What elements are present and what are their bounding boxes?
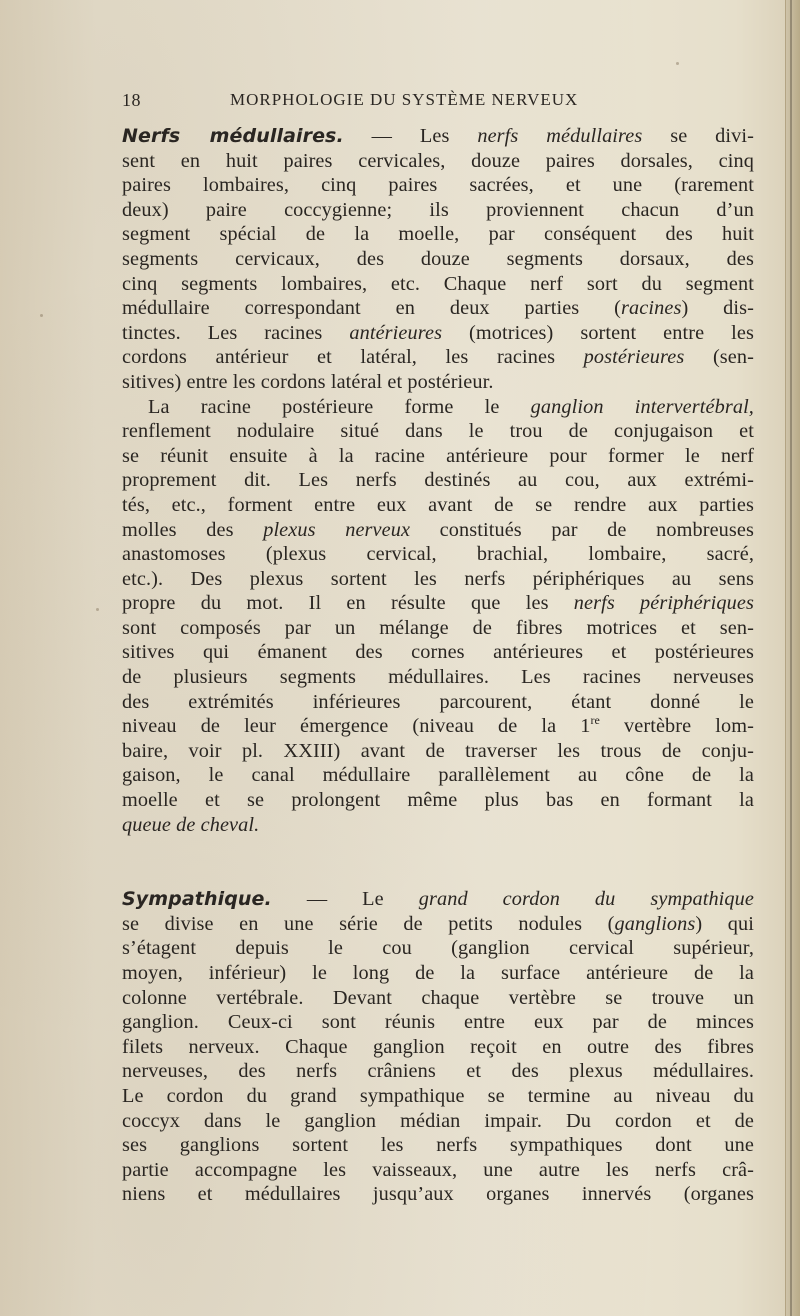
text-run: etc.). Des plexus sortent les nerfs périphériques au sens	[122, 567, 754, 590]
text-line	[122, 222, 754, 247]
text-line	[122, 640, 754, 665]
text-run: niens et médullaires jusqu’aux organes innervés (organes	[122, 1183, 754, 1206]
paper-speck	[40, 314, 43, 317]
text-run: ) dis-	[681, 297, 754, 320]
text-run: segment spécial de la moelle, par conséquent des huit	[122, 223, 754, 246]
italic-term: antérieures	[349, 321, 443, 344]
text-run: tés, etc., forment entre eux avant de se rendre aux parties	[122, 493, 754, 516]
section-heading: Sympathique.	[122, 888, 272, 911]
text-run: La racine postérieure forme le	[148, 395, 531, 418]
page-edge	[785, 0, 800, 1316]
text-line	[122, 986, 754, 1011]
italic-term: nerfs médullaires	[477, 125, 643, 147]
text-run: partie accompagne les vaisseaux, une autre les nerfs crâ-	[122, 1158, 754, 1181]
text-line	[122, 395, 754, 420]
italic-term: queue de cheval.	[122, 813, 260, 836]
text-run: se divise en une série de petits nodules (	[122, 912, 615, 935]
italic-term: postérieures	[583, 346, 685, 369]
text-line	[122, 763, 754, 788]
text-run: niveau de leur émergence (niveau de la 1	[122, 715, 591, 738]
text-run: vertèbre lom-	[599, 715, 754, 738]
text-run: — Les	[343, 125, 478, 147]
text-run: se réunit ensuite à la racine antérieure pour former le nerf	[122, 444, 754, 467]
text-line	[122, 1084, 754, 1109]
text-run: ) qui	[695, 912, 754, 935]
text-run: paires lombaires, cinq paires sacrées, et une (rarement	[122, 174, 754, 197]
text-line	[122, 813, 754, 838]
text-line	[122, 321, 754, 346]
text-line	[122, 739, 754, 764]
text-line	[122, 1182, 754, 1207]
text-run: ganglion. Ceux-ci sont réunis entre eux par de minces	[122, 1011, 754, 1034]
section-gap	[122, 837, 754, 887]
text-run: cordons antérieur et latéral, les racines	[122, 346, 584, 369]
text-line	[122, 961, 754, 986]
text-line	[122, 1133, 754, 1158]
text-run: gaison, le canal médullaire parallèlement au cône de la	[122, 764, 754, 787]
text-run: (sen-	[684, 346, 754, 369]
italic-term: racines	[621, 297, 682, 320]
text-run: re	[590, 714, 600, 728]
text-run: sont composés par un mélange de fibres motrices et sen-	[122, 616, 754, 639]
text-line	[122, 665, 754, 690]
italic-term: nerfs périphériques	[573, 592, 754, 615]
text-line	[122, 444, 754, 469]
text-run: colonne vertébrale. Devant chaque vertèbre se trouve un	[122, 986, 754, 1009]
text-run: cinq segments lombaires, etc. Chaque nerf sort du segment	[122, 272, 754, 295]
italic-term: grand cordon du sympathique	[418, 888, 754, 911]
text-line	[122, 518, 754, 543]
text-run: filets nerveux. Chaque ganglion reçoit en outre des fibres	[122, 1035, 754, 1058]
text-run: deux) paire coccygienne; ils proviennent chacun d’un	[122, 198, 754, 221]
text-run: des extrémités inférieures parcourent, étant donné le	[122, 690, 754, 713]
text-run: renflement nodulaire situé dans le trou de conjugaison et	[122, 420, 754, 443]
text-run: baire, voir pl. XXIII) avant de traverser les trous de conju-	[122, 739, 754, 762]
paper-speck	[676, 62, 679, 65]
text-line	[122, 591, 754, 616]
text-run: Le cordon du grand sympathique se termine au niveau du	[122, 1084, 754, 1107]
page-number: 18	[122, 90, 141, 110]
text-line	[122, 493, 754, 518]
text-line	[122, 542, 754, 567]
text-run: se divi-	[642, 125, 754, 147]
text-run: — Le	[271, 888, 419, 911]
text-run: moyen, inférieur) le long de la surface antérieure de la	[122, 962, 754, 984]
text-line	[122, 567, 754, 592]
text-run: de plusieurs segments médullaires. Les racines nerveuses	[122, 666, 754, 689]
text-line	[122, 296, 754, 321]
text-run: (motrices) sortent entre les	[442, 321, 754, 344]
text-run: moelle et se prolongent même plus bas en formant la	[122, 789, 754, 812]
text-run: proprement dit. Les nerfs destinés au cou, aux extrémi-	[122, 469, 754, 492]
text-line	[122, 198, 754, 223]
text-run: nerveuses, des nerfs crâniens et des plexus médullaires.	[122, 1060, 754, 1083]
text-line	[122, 936, 754, 961]
text-run: tinctes. Les racines	[122, 321, 350, 344]
text-line	[122, 149, 754, 174]
text-run: ses ganglions sortent les nerfs sympathiques dont une	[122, 1134, 754, 1157]
text-run: sent en huit paires cervicales, douze paires dorsales, cinq	[122, 149, 754, 172]
text-line	[122, 912, 754, 937]
text-line	[122, 468, 754, 493]
text-line	[122, 1158, 754, 1183]
text-line	[122, 1035, 754, 1060]
text-run: segments cervicaux, des douze segments dorsaux, des	[122, 247, 754, 270]
italic-term: plexus nerveux	[263, 518, 411, 541]
text-line	[122, 124, 754, 149]
text-line	[122, 1109, 754, 1134]
text-line	[122, 370, 754, 395]
running-title: MORPHOLOGIE DU SYSTÈME NERVEUX	[230, 90, 579, 109]
text-run: propre du mot. Il en résulte que les	[122, 592, 574, 615]
binding-shadow	[790, 0, 792, 1316]
text-run: sitives qui émanent des cornes antérieures et postérieures	[122, 641, 754, 664]
text-run: molles des	[122, 518, 264, 541]
text-line	[122, 690, 754, 715]
text-line	[122, 1010, 754, 1035]
text-line	[122, 173, 754, 198]
text-run: coccyx dans le ganglion médian impair. Du cordon et de	[122, 1109, 754, 1132]
text-line	[122, 788, 754, 813]
text-line	[122, 1059, 754, 1084]
italic-term: ganglion intervertébral,	[530, 395, 754, 418]
body-text	[122, 124, 754, 1207]
text-line	[122, 419, 754, 444]
text-run: médullaire correspondant en deux parties (	[122, 297, 622, 320]
text-run: sitives) entre les cordons latéral et postérieur.	[122, 370, 494, 393]
running-header	[122, 90, 752, 116]
italic-term: ganglions	[614, 912, 696, 935]
text-run: s’étagent depuis le cou (ganglion cervical supérieur,	[122, 937, 754, 960]
text-line	[122, 247, 754, 272]
text-run: anastomoses (plexus cervical, brachial, lombaire, sacré,	[122, 543, 754, 566]
text-line	[122, 887, 754, 912]
paper-speck	[96, 608, 99, 611]
text-line	[122, 616, 754, 641]
text-run: constitués par de nombreuses	[410, 518, 754, 541]
text-line	[122, 272, 754, 297]
text-line	[122, 714, 754, 739]
text-line	[122, 345, 754, 370]
section-heading: Nerfs médullaires.	[122, 125, 344, 147]
